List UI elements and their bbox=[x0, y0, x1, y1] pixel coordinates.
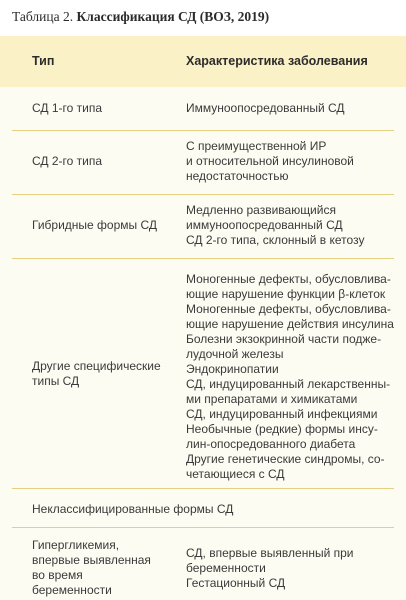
cell-line: ми препаратами и химикатами bbox=[186, 392, 358, 406]
row-divider bbox=[12, 130, 394, 131]
row-full-cell bbox=[32, 502, 392, 517]
cell-line: Необычные (редкие) формы инсу- bbox=[186, 422, 378, 436]
cell-line: Другие специфические bbox=[32, 359, 161, 373]
row-description-cell bbox=[186, 546, 400, 591]
cell-line: типы СД bbox=[32, 374, 80, 388]
cell-line: впервые выявленная bbox=[32, 553, 151, 567]
row-description-cell bbox=[186, 139, 400, 184]
caption-prefix: Таблица 2. bbox=[12, 9, 77, 24]
cell-line: и относительной инсулиновой bbox=[186, 154, 354, 168]
row-type-cell bbox=[32, 154, 177, 169]
cell-line: во время bbox=[32, 568, 83, 582]
cell-line: Другие генетические синдромы, со- bbox=[186, 452, 385, 466]
row-divider bbox=[12, 488, 394, 489]
table-header bbox=[0, 36, 406, 87]
cell-line: недостаточностью bbox=[186, 169, 289, 183]
cell-line: ющие нарушение действия инсулина bbox=[186, 317, 394, 331]
cell-line: лудочной железы bbox=[186, 347, 284, 361]
cell-line: Неклассифицированные формы СД bbox=[32, 502, 234, 516]
cell-line: СД 2-го типа, склонный в кетозу bbox=[186, 233, 365, 247]
caption-title: Классификация СД (ВОЗ, 2019) bbox=[76, 9, 270, 24]
header-type: Тип bbox=[32, 54, 55, 68]
cell-line: СД, индуцированный инфекциями bbox=[186, 407, 378, 421]
cell-line: Моногенные дефекты, обусловлива- bbox=[186, 302, 391, 316]
cell-line: Иммуноопосредованный СД bbox=[186, 101, 345, 115]
cell-line: лин-опосредованного диабета bbox=[186, 437, 356, 451]
cell-line: СД 2-го типа bbox=[32, 154, 103, 168]
cell-line: СД 1-го типа bbox=[32, 101, 103, 115]
row-type-cell bbox=[32, 359, 177, 389]
cell-line: Медленно развивающийся bbox=[186, 203, 336, 217]
row-type-cell bbox=[32, 538, 177, 598]
row-description-cell bbox=[186, 272, 400, 482]
cell-line: Гибридные формы СД bbox=[32, 218, 157, 232]
row-description-cell bbox=[186, 101, 400, 116]
row-type-cell bbox=[32, 218, 177, 233]
header-description: Характеристика заболевания bbox=[186, 54, 368, 68]
cell-line: четающиеся с СД bbox=[186, 467, 285, 481]
cell-line: Гипергликемия, bbox=[32, 538, 120, 552]
table-caption bbox=[12, 9, 269, 25]
classification-table bbox=[0, 36, 406, 600]
row-divider bbox=[12, 194, 394, 195]
cell-line: СД, впервые выявленный при bbox=[186, 546, 354, 560]
cell-line: Эндокринопатии bbox=[186, 362, 279, 376]
row-divider bbox=[12, 527, 394, 528]
cell-line: иммуноопосредованный СД bbox=[186, 218, 343, 232]
cell-line: С преимущественной ИР bbox=[186, 139, 327, 153]
cell-line: СД, индуцированный лекарственны- bbox=[186, 377, 391, 391]
row-description-cell bbox=[186, 203, 400, 248]
cell-line: беременности bbox=[186, 561, 266, 575]
cell-line: Болезни экзокринной части подже- bbox=[186, 332, 382, 346]
row-divider bbox=[12, 258, 394, 259]
cell-line: ющие нарушение функции β-клеток bbox=[186, 287, 386, 301]
cell-line: Гестационный СД bbox=[186, 576, 286, 590]
cell-line: Моногенные дефекты, обусловлива- bbox=[186, 272, 391, 286]
cell-line: беременности bbox=[32, 583, 112, 597]
row-type-cell bbox=[32, 101, 177, 116]
